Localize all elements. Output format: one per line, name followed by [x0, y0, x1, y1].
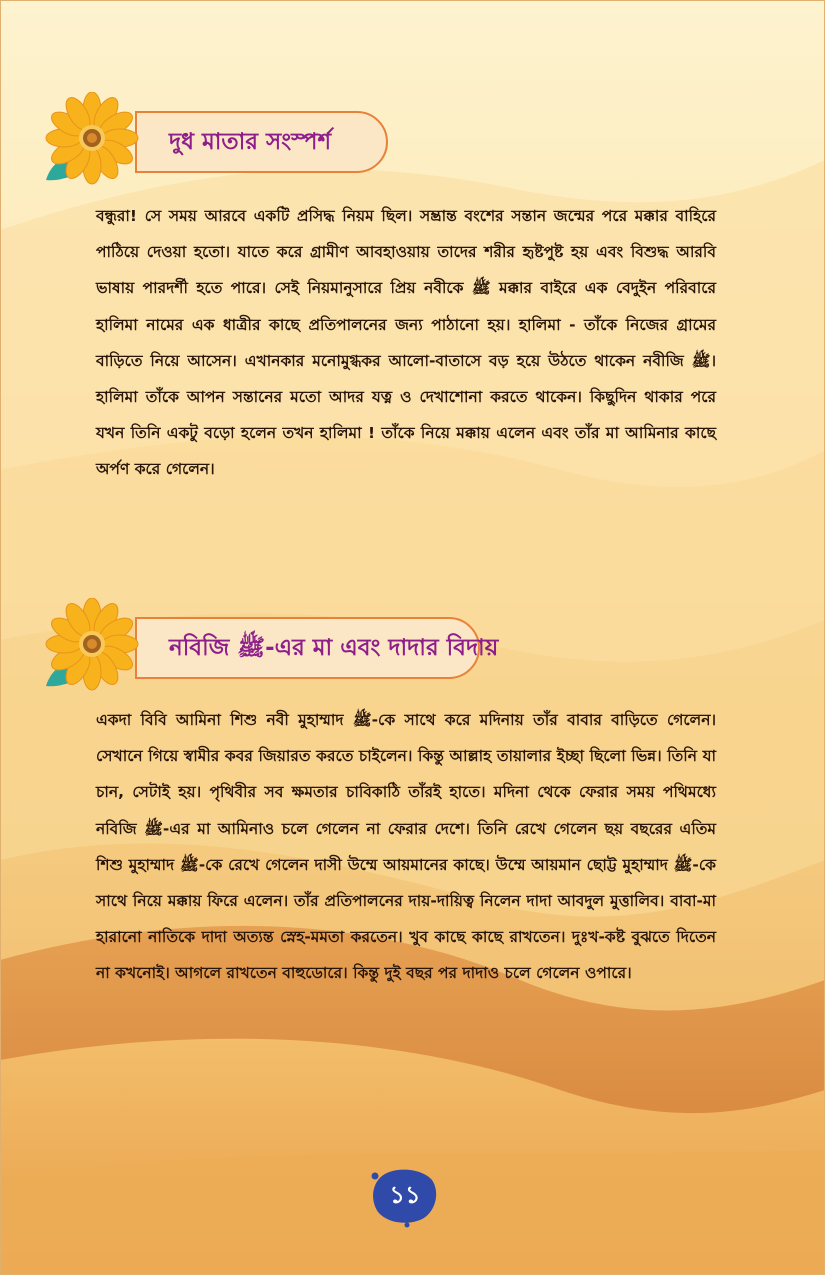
section-2-title-banner [135, 617, 499, 679]
flower-icon [40, 92, 150, 192]
page-number: ১১ [389, 1181, 421, 1209]
section-1-paragraph: বন্ধুরা! সে সময় আরবে একটি প্রসিদ্ধ নিয়ম ছিল। সম্ভ্রান্ত বংশের সন্তান জন্মের পরে মক্কার বাহিরে পাঠিয়ে দেওয়া হতো। যাতে করে গ্রামীণ আবহাওয়ায় তাদের শরীর হৃষ্টপুষ্ট হয় এবং বিশুদ্ধ আরবি ভাষায় পারদর্শী হতে পারে। সেই নিয়মানুসারে প্রিয় নবীকে ﷺ মক্কার বাইরে এক বেদুইন পরিবারে হালিমা নামের এক ধাত্রীর কাছে প্রতিপালনের জন্য পাঠানো হয়। হালিমা - তাঁকে নিজের গ্রামের বাড়িতে নিয়ে আসেন। এখানকার মনোমুগ্ধকর আলো-বাতাসে বড় হয়ে উঠতে থাকেন নবীজি ﷺ। হালিমা তাঁকে আপন সন্তানের মতো আদর যত্ন ও দেখাশোনা করতে থাকেন। কিছুদিন থাকার পরে যখন তিনি একটু বড়ো হলেন তখন হালিমা ! তাঁকে নিয়ে মক্কায় এলেন এবং তাঁর মা আমিনার কাছে অর্পণ করে গেলেন। [96, 207, 716, 479]
section-1-header [40, 92, 400, 192]
section-2-title: নবিজি ﷺ-এর মা এবং দাদার বিদায় [169, 634, 499, 661]
section-2-header [40, 598, 499, 698]
section-2-paragraph: একদা বিবি আমিনা শিশু নবী মুহাম্মাদ ﷺ-কে সাথে করে মদিনায় তাঁর বাবার বাড়িতে গেলেন। সেখানে গিয়ে স্বামীর কবর জিয়ারত করতে চাইলেন। কিন্তু আল্লাহ তায়ালার ইচ্ছা ছিলো ভিন্ন। তিনি যা চান, সেটাই হয়। পৃথিবীর সব ক্ষমতার চাবিকাঠি তাঁরই হাতে। মদিনা থেকে ফেরার সময় পথিমধ্যে নবিজি ﷺ-এর মা আমিনাও চলে গেলেন না ফেরার দেশে। তিনি রেখে গেলেন ছয় বছরের এতিম শিশু মুহাম্মাদ ﷺ-কে রেখে গেলেন দাসী উম্মে আয়মানের কাছে। উম্মে আয়মান ছোট্ট মুহাম্মাদ ﷺ-কে সাথে নিয়ে মক্কায় ফিরে এলেন। তাঁর প্রতিপালনের দায়-দায়িত্ব নিলেন দাদা আবদুল মুত্তালিব। বাবা-মা হারানো নাতিকে দাদা অত্যন্ত স্নেহ-মমতা করতেন। খুব কাছে কাছে রাখতেন। দুঃখ-কষ্ট বুঝতে দিতেন না কখনোই। আগলে রাখতেন বাহুডোরে। কিন্তু দুই বছর পর দাদাও চলে গেলেন ওপারে। [96, 711, 717, 983]
page-number-badge [370, 1166, 440, 1228]
section-1-title: দুধ মাতার সংস্পর্শ [169, 128, 332, 155]
section-1-title-banner [135, 111, 388, 173]
flower-icon [40, 598, 150, 698]
